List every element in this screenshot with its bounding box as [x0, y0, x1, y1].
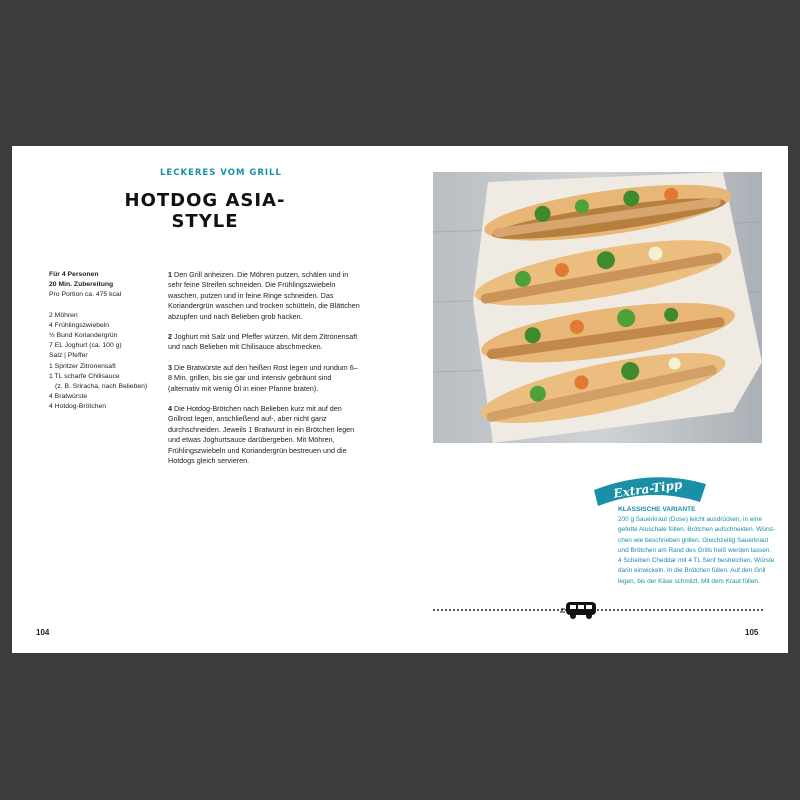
step-number: 4	[168, 404, 172, 414]
tip-line: und Brötchen am Rand des Grills heiß werden lassen.	[618, 546, 772, 554]
tip-line: 200 g Sauerkraut (Dose) leicht ausdrücken, in eine	[618, 516, 762, 523]
tip-line: darin einwickeln. In die Brötchen füllen. Auf den Grill	[618, 567, 766, 575]
step-text: Die Hotdog-Brötchen nach Belieben kurz mit auf den Grillrost legen, anschließend auf-, aber nicht ganz durchschneiden. Jeweils 1 Bratwurst in ein Brötchen legen und etwas Joghurtsauce darübergeben. Mit Möhren, Frühlingszwiebeln und Koriandergrün bestreuen und die Hotdogs gleich servieren.	[168, 404, 355, 466]
step-number: 2	[168, 332, 172, 342]
ingredient-item: 4 Bratwürste	[49, 393, 88, 401]
calories: Pro Portion ca. 475 kcal	[49, 291, 122, 299]
page-number-left: 104	[36, 628, 50, 637]
steps-block	[168, 270, 360, 477]
prep-time: 20 Min. Zubereitung	[49, 281, 114, 289]
ingredient-item: 1 TL scharfe Chilisauce	[49, 372, 120, 380]
tip-text	[618, 515, 776, 587]
section-label: LECKERES VOM GRILL	[160, 168, 282, 178]
step	[168, 404, 360, 466]
page-number-right: 105	[745, 628, 759, 637]
step-number: 3	[168, 362, 172, 372]
ingredient-item: 4 Frühlingszwiebeln	[49, 321, 110, 329]
step-text: Den Grill anheizen. Die Möhren putzen, schälen und in sehr feine Streifen schneiden. Die Frühlingszwiebeln waschen, putzen und in feine Ringe schneiden. Das Koriandergrün waschen und trocken schütteln, die Blättchen abzupfen und nach Belieben grob hacken.	[168, 270, 360, 321]
recipe-title: HOTDOG ASIA-STYLE	[124, 190, 286, 232]
ingredients-block	[49, 270, 169, 413]
step	[168, 363, 360, 394]
tip-line: gefette Aluschale füllen. Brötchen aufschneiden. Würst-	[618, 526, 776, 534]
ingredient-item: 1 Spritzer Zitronensaft	[49, 362, 116, 370]
step	[168, 270, 360, 322]
ingredient-item: (z. B. Sriracha, nach Belieben)	[55, 383, 148, 391]
tip-line: 4 Scheiben Cheddar mit 4 TL Senf bestreichen, Würste	[618, 557, 775, 565]
hotdog-photo	[433, 172, 762, 443]
tip-line: legen, bis der Käse schmilzt. Mit dem Kraut füllen.	[618, 577, 760, 585]
ingredient-item: 4 Hotdog-Brötchen	[49, 403, 107, 411]
ingredient-item: Salz | Pfeffer	[49, 352, 88, 360]
tip-banner	[590, 462, 710, 511]
ingredient-item: 2 Möhren	[49, 311, 78, 319]
tip-line: chen wie beschrieben grillen. Gleichzeitig Sauerkraut	[618, 536, 769, 544]
step-text: Die Bratwürste auf den heißen Rost legen und rundum 6–8 Min. grillen, bis sie gar und intensiv gebräunt sind (alternativ mit wenig Öl in einer Pfanne braten).	[168, 362, 358, 393]
servings: Für 4 Personen	[49, 271, 99, 278]
ingredient-item: ½ Bund Koriandergrün	[49, 332, 118, 340]
tip-banner-text: Extra-Tipp	[612, 477, 684, 501]
ingredient-item: 7 EL Joghurt (ca. 100 g)	[49, 342, 122, 350]
tip-title: KLASSISCHE VARIANTE	[618, 506, 696, 513]
step	[168, 332, 360, 353]
step-text: Joghurt mit Salz und Pfeffer würzen. Mit dem Zitronensaft und nach Belieben mit Chilisauce abschmecken.	[168, 332, 358, 352]
step-number: 1	[168, 270, 172, 279]
bus-icon	[560, 600, 602, 625]
